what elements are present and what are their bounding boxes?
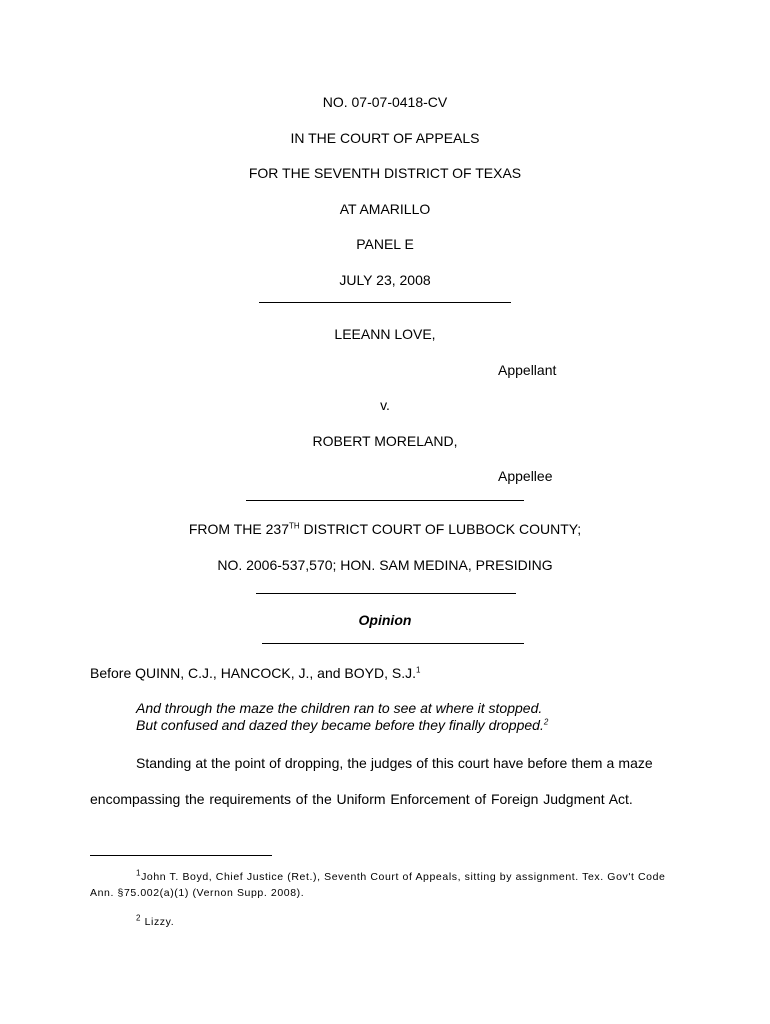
epigraph-line-1: And through the maze the children ran to see at where it stopped.: [136, 700, 543, 716]
ordinal-suffix: TH: [288, 521, 300, 531]
panel-judges: Before QUINN, C.J., HANCOCK, J., and BOYD, S.J.: [90, 665, 416, 681]
footnote-1-marker: 1: [136, 868, 142, 878]
opinion-divider: [262, 643, 524, 644]
panel-line: [90, 665, 420, 681]
trial-court-number: NO. 2006-537,570; HON. SAM MEDINA, PRESIDING: [217, 557, 553, 573]
footnote-separator: [90, 855, 272, 856]
paragraph-line-1: Standing at the point of dropping, the judges of this court have before them a maze: [136, 755, 653, 771]
epigraph-line-2: [136, 717, 548, 733]
appellee-name: ROBERT MORELAND,: [312, 433, 458, 449]
footnote-1-line-1: [136, 868, 666, 883]
court-location: AT AMARILLO: [339, 201, 431, 217]
from-court-prefix: FROM THE 237: [188, 521, 289, 537]
footnote-ref-2: 2: [543, 717, 549, 727]
footnote-1-text: John T. Boyd, Chief Justice (Ret.), Seventh Court of Appeals, sitting by assignment. Tex. Gov't Code: [141, 871, 666, 883]
appellant-name: LEEANN LOVE,: [334, 326, 436, 342]
versus-label: v.: [380, 397, 390, 413]
from-court-suffix: DISTRICT COURT OF LUBBOCK COUNTY;: [299, 521, 582, 537]
from-court-line: [0, 521, 770, 537]
footnote-1-line-2: Ann. §75.002(a)(1) (Vernon Supp. 2008).: [90, 887, 305, 899]
footnote-2: [136, 913, 175, 928]
appellee-role: Appellee: [498, 468, 553, 484]
footnote-2-marker: 2: [136, 913, 142, 923]
opinion-date: JULY 23, 2008: [339, 272, 431, 288]
appellant-role: Appellant: [498, 362, 557, 378]
paragraph-line-2: encompassing the requirements of the Uniform Enforcement of Foreign Judgment Act.: [90, 791, 633, 807]
caption-divider: [259, 302, 511, 303]
epigraph-line-2-text: But confused and dazed they became before they finally dropped.: [136, 717, 544, 733]
parties-divider: [246, 500, 524, 501]
court-name: IN THE COURT OF APPEALS: [290, 130, 480, 146]
panel-label: PANEL E: [356, 236, 414, 252]
district-name: FOR THE SEVENTH DISTRICT OF TEXAS: [248, 165, 522, 181]
opinion-heading: Opinion: [358, 612, 412, 628]
trial-divider: [256, 593, 516, 594]
case-number: NO. 07-07-0418-CV: [322, 94, 448, 110]
footnote-2-text: Lizzy.: [141, 916, 175, 928]
footnote-ref-1: 1: [415, 665, 421, 675]
